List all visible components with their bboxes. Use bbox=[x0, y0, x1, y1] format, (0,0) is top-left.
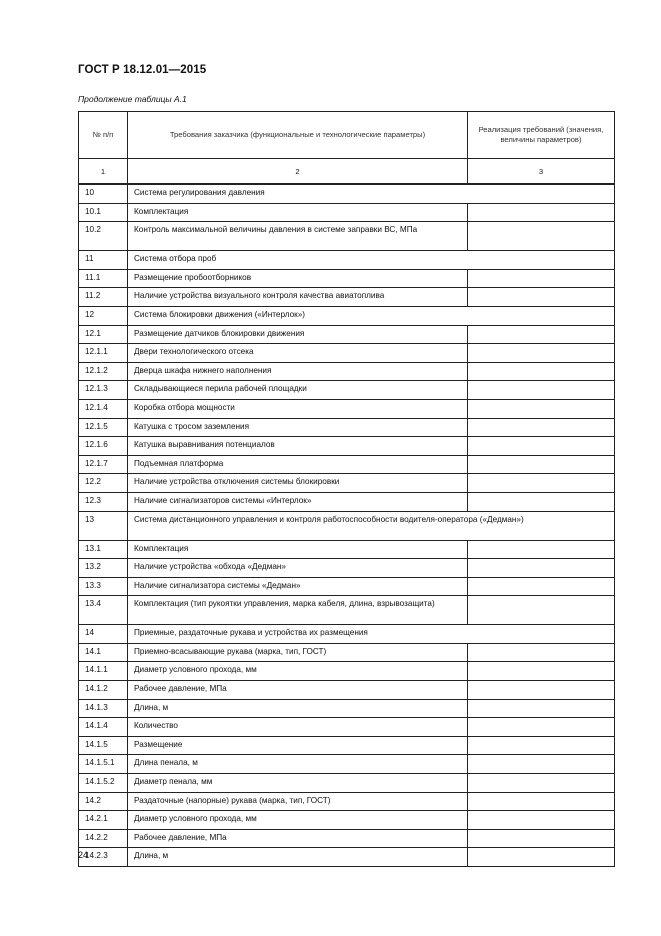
requirement-text: Система блокировки движения («Интерлок») bbox=[128, 306, 615, 325]
table-row bbox=[79, 736, 615, 755]
table-row bbox=[79, 492, 615, 511]
table-row bbox=[79, 455, 615, 474]
row-number: 14.1.1 bbox=[79, 662, 128, 681]
table-row bbox=[79, 251, 615, 270]
row-number: 14.1.2 bbox=[79, 681, 128, 700]
requirement-text: Наличие устройства отключения системы блокировки bbox=[128, 474, 468, 493]
table-row bbox=[79, 718, 615, 737]
requirement-text: Подъемная платформа bbox=[128, 455, 468, 474]
row-number: 13.4 bbox=[79, 596, 128, 625]
row-number: 14.1.5 bbox=[79, 736, 128, 755]
requirement-text: Наличие сигнализаторов системы «Интерлок» bbox=[128, 492, 468, 511]
requirement-text: Длина, м bbox=[128, 848, 468, 867]
row-number: 13.2 bbox=[79, 559, 128, 578]
row-number: 12 bbox=[79, 306, 128, 325]
implementation-value-cell[interactable] bbox=[467, 596, 614, 625]
requirement-text: Наличие сигнализатора системы «Дедман» bbox=[128, 577, 468, 596]
row-number: 12.3 bbox=[79, 492, 128, 511]
requirement-text: Количество bbox=[128, 718, 468, 737]
table-row bbox=[79, 418, 615, 437]
implementation-value-cell[interactable] bbox=[467, 455, 614, 474]
row-number: 12.1 bbox=[79, 325, 128, 344]
row-number: 14.2.3 bbox=[79, 848, 128, 867]
table-row bbox=[79, 625, 615, 644]
implementation-value-cell[interactable] bbox=[467, 681, 614, 700]
header-cell-implementation: Реализация требований (значения, величины параметров) bbox=[467, 112, 614, 159]
row-number: 14 bbox=[79, 625, 128, 644]
implementation-value-cell[interactable] bbox=[467, 418, 614, 437]
implementation-value-cell[interactable] bbox=[467, 662, 614, 681]
row-number: 12.1.6 bbox=[79, 437, 128, 456]
table-row bbox=[79, 184, 615, 203]
table-row bbox=[79, 662, 615, 681]
implementation-value-cell[interactable] bbox=[467, 829, 614, 848]
table-row bbox=[79, 399, 615, 418]
row-number: 14.1.5.1 bbox=[79, 755, 128, 774]
table-row bbox=[79, 559, 615, 578]
row-number: 12.1.4 bbox=[79, 399, 128, 418]
row-number: 14.1.5.2 bbox=[79, 774, 128, 793]
table-row bbox=[79, 269, 615, 288]
implementation-value-cell[interactable] bbox=[467, 540, 614, 559]
table-row bbox=[79, 774, 615, 793]
table-row bbox=[79, 344, 615, 363]
requirement-text: Коробка отбора мощности bbox=[128, 399, 468, 418]
column-numbers-row bbox=[79, 159, 615, 185]
implementation-value-cell[interactable] bbox=[467, 718, 614, 737]
row-number: 14.2.1 bbox=[79, 811, 128, 830]
implementation-value-cell[interactable] bbox=[467, 559, 614, 578]
table-row bbox=[79, 203, 615, 222]
table-row bbox=[79, 437, 615, 456]
requirement-text: Комплектация (тип рукоятки управления, марка кабеля, длина, взрывозащита) bbox=[128, 596, 468, 625]
column-number: 1 bbox=[79, 159, 128, 185]
implementation-value-cell[interactable] bbox=[467, 344, 614, 363]
implementation-value-cell[interactable] bbox=[467, 222, 614, 251]
table-row bbox=[79, 829, 615, 848]
row-number: 11.1 bbox=[79, 269, 128, 288]
row-number: 11.2 bbox=[79, 288, 128, 307]
table-row bbox=[79, 306, 615, 325]
requirement-text: Дверца шкафа нижнего наполнения bbox=[128, 362, 468, 381]
row-number: 14.1 bbox=[79, 643, 128, 662]
requirement-text: Система дистанционного управления и контроля работоспособности водителя-оператора («Дедман») bbox=[128, 511, 615, 540]
requirement-text: Система регулирования давления bbox=[128, 184, 615, 203]
table-row bbox=[79, 288, 615, 307]
row-number: 12.1.5 bbox=[79, 418, 128, 437]
table-row bbox=[79, 511, 615, 540]
table-row bbox=[79, 381, 615, 400]
implementation-value-cell[interactable] bbox=[467, 362, 614, 381]
implementation-value-cell[interactable] bbox=[467, 288, 614, 307]
row-number: 13.3 bbox=[79, 577, 128, 596]
row-number: 10 bbox=[79, 184, 128, 203]
column-number: 2 bbox=[128, 159, 468, 185]
row-number: 13.1 bbox=[79, 540, 128, 559]
implementation-value-cell[interactable] bbox=[467, 399, 614, 418]
implementation-value-cell[interactable] bbox=[467, 269, 614, 288]
implementation-value-cell[interactable] bbox=[467, 203, 614, 222]
implementation-value-cell[interactable] bbox=[467, 699, 614, 718]
table-row bbox=[79, 792, 615, 811]
requirement-text: Рабочее давление, МПа bbox=[128, 681, 468, 700]
implementation-value-cell[interactable] bbox=[467, 774, 614, 793]
implementation-value-cell[interactable] bbox=[467, 755, 614, 774]
requirement-text: Катушка выравнивания потенциалов bbox=[128, 437, 468, 456]
requirement-text: Длина пенала, м bbox=[128, 755, 468, 774]
requirement-text: Приемно-всасывающие рукава (марка, тип, ГОСТ) bbox=[128, 643, 468, 662]
table-row bbox=[79, 325, 615, 344]
table-row bbox=[79, 699, 615, 718]
row-number: 12.1.3 bbox=[79, 381, 128, 400]
page-number: 24 bbox=[78, 850, 89, 860]
table-body bbox=[79, 184, 615, 867]
implementation-value-cell[interactable] bbox=[467, 792, 614, 811]
header-cell-requirements: Требования заказчика (функциональные и технологические параметры) bbox=[128, 112, 468, 159]
implementation-value-cell[interactable] bbox=[467, 577, 614, 596]
row-number: 12.1.1 bbox=[79, 344, 128, 363]
row-number: 14.1.3 bbox=[79, 699, 128, 718]
requirement-text: Складывающиеся перила рабочей площадки bbox=[128, 381, 468, 400]
requirements-table bbox=[78, 111, 615, 867]
requirement-text: Диаметр условного прохода, мм bbox=[128, 811, 468, 830]
table-row bbox=[79, 540, 615, 559]
table-row bbox=[79, 811, 615, 830]
table-row bbox=[79, 681, 615, 700]
table-row bbox=[79, 577, 615, 596]
implementation-value-cell[interactable] bbox=[467, 736, 614, 755]
requirement-text: Комплектация bbox=[128, 540, 468, 559]
implementation-value-cell[interactable] bbox=[467, 474, 614, 493]
document-title: ГОСТ Р 18.12.01—2015 bbox=[78, 64, 207, 76]
implementation-value-cell[interactable] bbox=[467, 492, 614, 511]
requirement-text: Диаметр условного прохода, мм bbox=[128, 662, 468, 681]
implementation-value-cell[interactable] bbox=[467, 643, 614, 662]
table-row bbox=[79, 474, 615, 493]
requirement-text: Раздаточные (напорные) рукава (марка, тип, ГОСТ) bbox=[128, 792, 468, 811]
requirement-text: Приемные, раздаточные рукава и устройства их размещения bbox=[128, 625, 615, 644]
header-cell-number: № п/п bbox=[79, 112, 128, 159]
row-number: 12.1.7 bbox=[79, 455, 128, 474]
requirement-text: Размещение пробоотборников bbox=[128, 269, 468, 288]
row-number: 12.1.2 bbox=[79, 362, 128, 381]
table-row bbox=[79, 755, 615, 774]
implementation-value-cell[interactable] bbox=[467, 381, 614, 400]
row-number: 13 bbox=[79, 511, 128, 540]
table-row bbox=[79, 643, 615, 662]
table-row bbox=[79, 362, 615, 381]
requirement-text: Рабочее давление, МПа bbox=[128, 829, 468, 848]
table-row bbox=[79, 222, 615, 251]
requirement-text: Наличие устройства визуального контроля качества авиатоплива bbox=[128, 288, 468, 307]
table-header-row bbox=[79, 112, 615, 159]
implementation-value-cell[interactable] bbox=[467, 325, 614, 344]
row-number: 10.2 bbox=[79, 222, 128, 251]
requirement-text: Размещение датчиков блокировки движения bbox=[128, 325, 468, 344]
requirement-text: Диаметр пенала, мм bbox=[128, 774, 468, 793]
requirement-text: Система отбора проб bbox=[128, 251, 615, 270]
requirement-text: Комплектация bbox=[128, 203, 468, 222]
table-caption: Продолжение таблицы А.1 bbox=[78, 94, 187, 104]
requirement-text: Контроль максимальной величины давления в системе заправки ВС, МПа bbox=[128, 222, 468, 251]
requirement-text: Размещение bbox=[128, 736, 468, 755]
row-number: 12.2 bbox=[79, 474, 128, 493]
implementation-value-cell[interactable] bbox=[467, 848, 614, 867]
table-row bbox=[79, 596, 615, 625]
row-number: 10.1 bbox=[79, 203, 128, 222]
column-number: 3 bbox=[467, 159, 614, 185]
implementation-value-cell[interactable] bbox=[467, 437, 614, 456]
row-number: 14.1.4 bbox=[79, 718, 128, 737]
requirement-text: Наличие устройства «обхода «Дедман» bbox=[128, 559, 468, 578]
requirement-text: Катушка с тросом заземления bbox=[128, 418, 468, 437]
row-number: 14.2 bbox=[79, 792, 128, 811]
requirement-text: Длина, м bbox=[128, 699, 468, 718]
table-row bbox=[79, 848, 615, 867]
requirement-text: Двери технологического отсека bbox=[128, 344, 468, 363]
row-number: 14.2.2 bbox=[79, 829, 128, 848]
row-number: 11 bbox=[79, 251, 128, 270]
implementation-value-cell[interactable] bbox=[467, 811, 614, 830]
